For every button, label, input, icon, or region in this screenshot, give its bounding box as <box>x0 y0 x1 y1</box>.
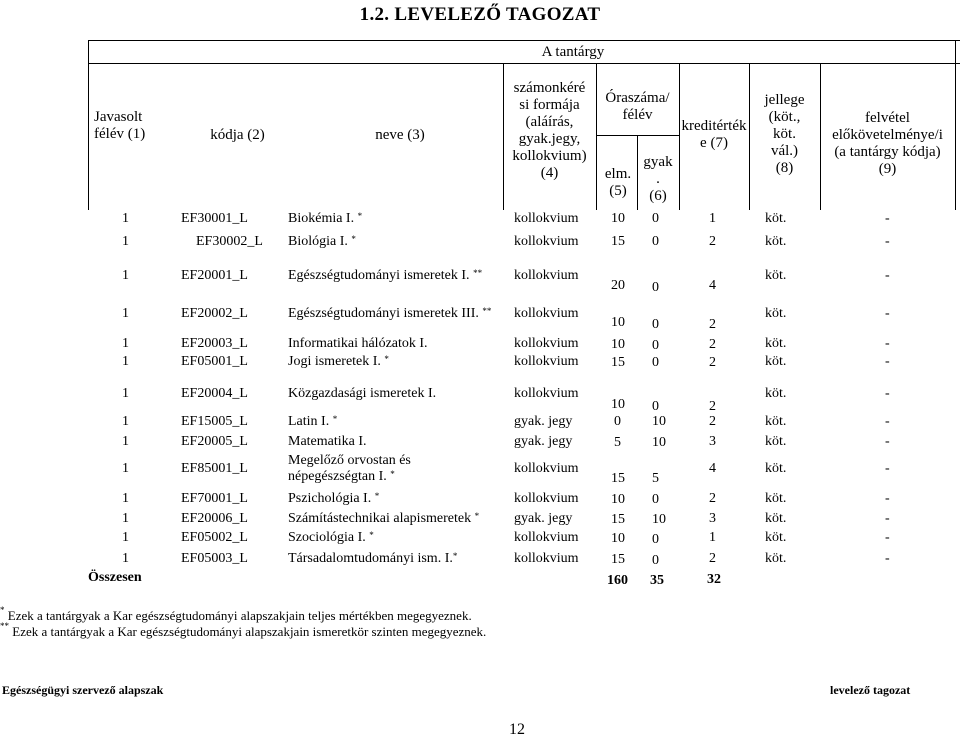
header-gyak: gyak . (6) <box>643 154 673 204</box>
header-nev: neve (3) <box>375 127 425 143</box>
footer-mode: levelező tagozat <box>830 683 911 697</box>
page-title: 1.2. LEVELEZŐ TAGOZAT <box>359 4 601 25</box>
header-szamonkeres: számonkéré si formája (aláírás, gyak.jegy, kollokvium) (4) <box>512 80 587 181</box>
header-kod: kódja (2) <box>210 127 265 143</box>
header-jellege: jellege (köt., köt. vál.) (8) <box>764 92 805 176</box>
header-felvetel: felvétel előkövetelménye/i (a tantárgy kódja) (9) <box>832 110 943 177</box>
footer-program: Egészségügyi szervező alapszak <box>2 683 164 697</box>
total-elm: 160 <box>607 573 628 588</box>
total-gyak: 35 <box>650 573 664 588</box>
header-elm: elm. (5) <box>604 166 632 199</box>
footnote-1: * Ezek a tantárgyak a Kar egészségtudományi alapszakjain teljes mértékben megegyeznek. <box>0 605 472 623</box>
header-group: A tantárgy <box>541 44 605 60</box>
total-kredit: 32 <box>707 572 721 587</box>
header-kredit: kreditérték e (7) <box>681 118 747 151</box>
header-felev: Javasolt félév (1) <box>94 109 146 142</box>
total-label: Összesen <box>88 570 142 585</box>
footnote-2: ** Ezek a tantárgyak a Kar egészségtudományi alapszakjain ismeretkör szinten megegyeznek. <box>0 621 487 639</box>
page-number: 12 <box>509 721 525 738</box>
header-oraszam: Óraszáma/ félév <box>605 90 670 123</box>
